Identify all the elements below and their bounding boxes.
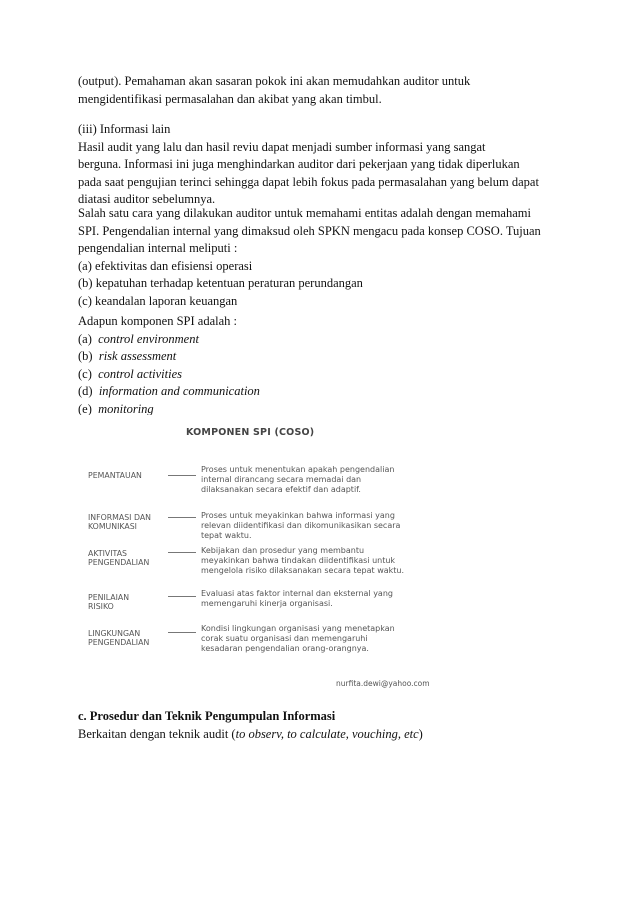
text-line: pada saat pengujian terinci sehingga dapat lebih fokus pada permasalahan yang belum dapat: [78, 174, 539, 189]
figure-label-line: PENGENDALIAN: [88, 638, 150, 647]
list-item-text: monitoring: [98, 401, 154, 416]
text-prefix: Berkaitan dengan teknik audit (: [78, 726, 236, 741]
figure-desc-informasi: [201, 511, 556, 541]
figure-label-line: KOMUNIKASI: [88, 522, 137, 531]
section-heading: c. Prosedur dan Teknik Pengumpulan Informasi: [78, 709, 336, 723]
figure-desc-line: relevan diidentifikasi dan dikomunikasikan secara: [201, 521, 401, 530]
text-line: diatasi auditor sebelumnya.: [78, 192, 216, 206]
section-informasi-lain: [78, 121, 568, 209]
section-heading: (iii) Informasi lain: [78, 122, 171, 136]
list-item: [78, 348, 568, 366]
list-marker: (a): [78, 331, 92, 346]
figure-desc-line: mengelola risiko dilaksanakan secara tepat waktu.: [201, 566, 405, 575]
connector-line: [168, 552, 196, 553]
text-line: (output). Pemahaman akan sasaran pokok ini akan memudahkan auditor untuk: [78, 74, 471, 88]
figure-desc-line: tepat waktu.: [201, 531, 252, 540]
connector-line: [168, 475, 196, 476]
figure-desc-aktivitas: [201, 546, 556, 576]
figure-label-line: LINGKUNGAN: [88, 629, 141, 638]
figure-title: KOMPONEN SPI (COSO): [186, 427, 315, 438]
list-item: [78, 383, 568, 401]
paragraph-spi: [78, 205, 568, 310]
list-marker: (d): [78, 384, 93, 398]
text-line: Salah satu cara yang dilakukan auditor untuk memahami entitas adalah dengan memahami: [78, 206, 531, 220]
figure-desc-penilaian: [201, 589, 556, 609]
figure-label-penilaian: [88, 593, 170, 611]
figure-desc-line: kesadaran pengendalian orang-orangnya.: [201, 644, 369, 653]
list-intro: Adapun komponen SPI adalah :: [78, 314, 238, 328]
figure-desc-line: Evaluasi atas faktor internal dan eksternal yang: [201, 589, 393, 598]
figure-desc-line: meyakinkan bahwa tindakan diidentifikasi untuk: [201, 556, 396, 565]
figure-label-line: PENILAIAN: [88, 593, 130, 602]
connector-line: [168, 517, 196, 518]
figure-label-informasi: [88, 513, 170, 531]
section-prosedur: [78, 708, 568, 743]
text-line: pengendalian internal meliputi :: [78, 241, 238, 255]
list-item-text: risk assessment: [98, 349, 177, 363]
figure-desc-line: Kondisi lingkungan organisasi yang menetapkan: [201, 624, 395, 633]
figure-label-aktivitas: [88, 549, 170, 567]
list-marker: (e): [78, 401, 92, 416]
figure-label-lingkungan: [88, 629, 170, 647]
figure-desc-line: Proses untuk meyakinkan bahwa informasi yang: [201, 511, 395, 520]
text-line: [78, 726, 568, 744]
connector-line: [168, 632, 196, 633]
text-line: mengidentifikasi permasalahan dan akibat yang akan timbul.: [78, 91, 382, 106]
list-item: (a) efektivitas dan efisiensi operasi: [78, 258, 253, 273]
list-marker: (b): [78, 349, 93, 363]
text-italic: to observ, to calculate, vouching, etc: [235, 726, 419, 741]
komponen-spi-figure: [78, 415, 562, 693]
figure-label-line: PEMANTAUAN: [88, 471, 142, 480]
figure-desc-line: corak suatu organisasi dan memengaruhi: [201, 634, 368, 643]
paragraph-output: [78, 73, 568, 108]
figure-label-line: PENGENDALIAN: [88, 558, 150, 567]
list-item: (c) keandalan laporan keuangan: [78, 293, 238, 308]
list-marker: (c): [78, 366, 92, 381]
list-item: [78, 331, 568, 349]
figure-label-pemantauan: [88, 471, 170, 480]
figure-desc-line: dilaksanakan secara efektif dan adaptif.: [201, 485, 361, 494]
text-line: berguna. Informasi ini juga menghindarkan auditor dari pekerjaan yang tidak diperlukan: [78, 157, 520, 171]
figure-desc-line: memengaruhi kinerja organisasi.: [201, 599, 333, 608]
list-item: [78, 366, 568, 384]
text-line: Hasil audit yang lalu dan hasil reviu dapat menjadi sumber informasi yang sangat: [78, 139, 486, 154]
list-item-text: control environment: [98, 331, 199, 346]
figure-label-line: AKTIVITAS: [88, 549, 127, 558]
list-item: (b) kepatuhan terhadap ketentuan peraturan perundangan: [78, 276, 363, 290]
figure-label-line: INFORMASI DAN: [88, 513, 151, 522]
list-item-text: information and communication: [98, 384, 260, 398]
text-line: SPI. Pengendalian internal yang dimaksud oleh SPKN mengacu pada konsep COSO. Tujuan: [78, 223, 541, 238]
text-suffix: ): [418, 726, 423, 741]
connector-line: [168, 596, 196, 597]
figure-email: nurfita.dewi@yahoo.com: [336, 679, 430, 688]
komponen-list: [78, 313, 568, 418]
figure-label-line: RISIKO: [88, 602, 114, 611]
figure-desc-pemantauan: [201, 465, 556, 495]
figure-desc-lingkungan: [201, 624, 556, 654]
list-item-text: control activities: [98, 366, 183, 381]
figure-desc-line: Kebijakan dan prosedur yang membantu: [201, 546, 365, 555]
figure-desc-line: Proses untuk menentukan apakah pengendalian: [201, 465, 395, 474]
figure-desc-line: internal dirancang secara memadai dan: [201, 475, 362, 484]
